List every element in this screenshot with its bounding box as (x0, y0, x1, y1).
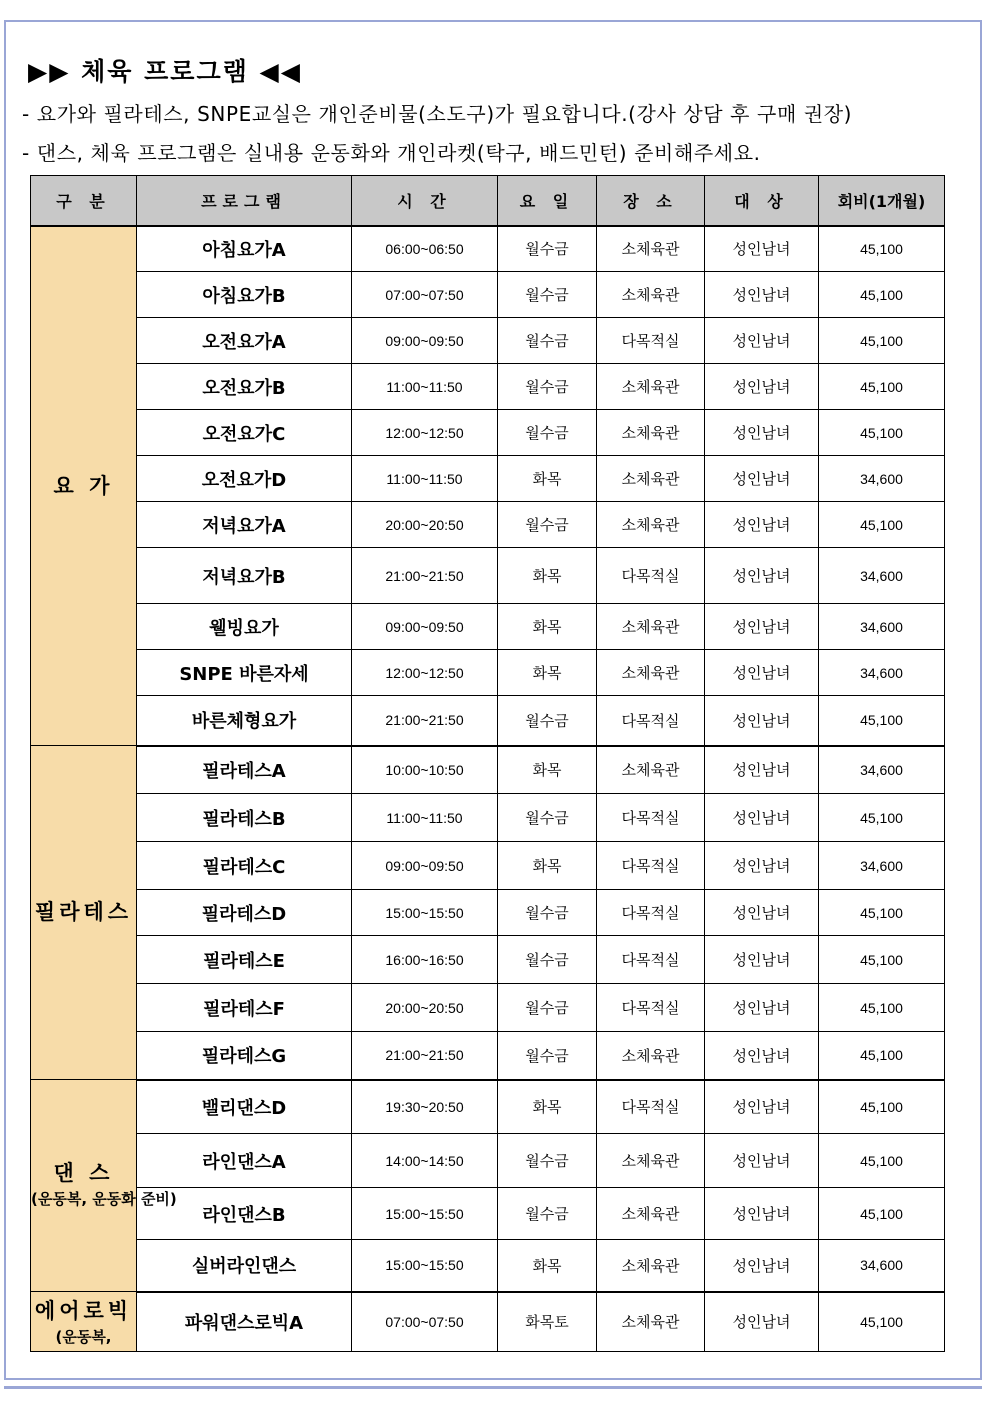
fee-cell: 34,600 (819, 548, 945, 604)
place-cell: 소체육관 (597, 456, 705, 502)
fee-cell: 45,100 (819, 696, 945, 746)
day-cell: 화목 (498, 548, 597, 604)
category-cell (31, 1080, 177, 1292)
time-cell: 09:00~09:50 (352, 842, 498, 890)
fee-cell: 45,100 (819, 318, 945, 364)
target-cell: 성인남녀 (705, 1240, 819, 1292)
fee-cell: 45,100 (819, 226, 945, 272)
category-label: 요 가 (53, 473, 114, 498)
table-row (31, 696, 945, 746)
program-schedule-table (30, 175, 945, 1352)
header-time: 시 간 (352, 176, 498, 226)
program-name-cell: 파워댄스로빅A (137, 1292, 352, 1352)
table-row (31, 1080, 945, 1134)
program-name-cell: 오전요가C (137, 410, 352, 456)
table-row (31, 410, 945, 456)
program-name-cell: 실버라인댄스 (137, 1240, 352, 1292)
time-cell: 15:00~15:50 (352, 1240, 498, 1292)
program-name-cell: 필라테스D (137, 890, 352, 936)
target-cell: 성인남녀 (705, 456, 819, 502)
program-name-cell: 저녁요가B (137, 548, 352, 604)
table-row (31, 936, 945, 984)
table-row (31, 604, 945, 650)
place-cell: 소체육관 (597, 502, 705, 548)
day-cell: 월수금 (498, 1188, 597, 1240)
fee-cell: 45,100 (819, 1032, 945, 1080)
time-cell: 09:00~09:50 (352, 604, 498, 650)
target-cell: 성인남녀 (705, 272, 819, 318)
table-header-row (31, 176, 945, 226)
target-cell: 성인남녀 (705, 794, 819, 842)
program-name-cell: 아침요가A (137, 226, 352, 272)
program-name-cell: SNPE 바른자세 (137, 650, 352, 696)
program-name-cell: 밸리댄스D (137, 1080, 352, 1134)
table-row (31, 1240, 945, 1292)
category-label: 댄 스 (53, 1160, 114, 1185)
place-cell: 소체육관 (597, 1134, 705, 1188)
target-cell: 성인남녀 (705, 502, 819, 548)
time-cell: 10:00~10:50 (352, 746, 498, 794)
table-body (31, 226, 945, 1352)
day-cell: 월수금 (498, 794, 597, 842)
target-cell: 성인남녀 (705, 890, 819, 936)
target-cell: 성인남녀 (705, 364, 819, 410)
day-cell: 월수금 (498, 364, 597, 410)
program-name-cell: 필라테스A (137, 746, 352, 794)
day-cell: 화목 (498, 604, 597, 650)
target-cell: 성인남녀 (705, 984, 819, 1032)
bottom-divider (4, 1386, 982, 1389)
place-cell: 소체육관 (597, 1292, 705, 1352)
table-row (31, 272, 945, 318)
time-cell: 21:00~21:50 (352, 1032, 498, 1080)
day-cell: 월수금 (498, 1032, 597, 1080)
place-cell: 다목적실 (597, 984, 705, 1032)
day-cell: 월수금 (498, 1134, 597, 1188)
time-cell: 21:00~21:50 (352, 696, 498, 746)
program-name-cell: 오전요가B (137, 364, 352, 410)
fee-cell: 34,600 (819, 1240, 945, 1292)
table-row (31, 1032, 945, 1080)
table-row (31, 1134, 945, 1188)
time-cell: 15:00~15:50 (352, 1188, 498, 1240)
fee-cell: 34,600 (819, 650, 945, 696)
fee-cell: 34,600 (819, 604, 945, 650)
fee-cell: 34,600 (819, 746, 945, 794)
place-cell: 소체육관 (597, 226, 705, 272)
target-cell: 성인남녀 (705, 318, 819, 364)
program-name-cell: 바른체형요가 (137, 696, 352, 746)
fee-cell: 45,100 (819, 1080, 945, 1134)
day-cell: 화목 (498, 1240, 597, 1292)
fee-cell: 45,100 (819, 410, 945, 456)
fee-cell: 45,100 (819, 1292, 945, 1352)
category-cell (31, 1292, 137, 1352)
time-cell: 14:00~14:50 (352, 1134, 498, 1188)
table-row (31, 548, 945, 604)
program-name-cell: 라인댄스A (137, 1134, 352, 1188)
fee-cell: 45,100 (819, 984, 945, 1032)
day-cell: 월수금 (498, 936, 597, 984)
table-row (31, 984, 945, 1032)
time-cell: 06:00~06:50 (352, 226, 498, 272)
program-name-cell: 저녁요가A (137, 502, 352, 548)
place-cell: 소체육관 (597, 650, 705, 696)
place-cell: 다목적실 (597, 318, 705, 364)
target-cell: 성인남녀 (705, 696, 819, 746)
day-cell: 월수금 (498, 696, 597, 746)
target-cell: 성인남녀 (705, 226, 819, 272)
header-category: 구 분 (31, 176, 137, 226)
time-cell: 09:00~09:50 (352, 318, 498, 364)
time-cell: 12:00~12:50 (352, 650, 498, 696)
time-cell: 11:00~11:50 (352, 794, 498, 842)
header-target: 대 상 (705, 176, 819, 226)
place-cell: 소체육관 (597, 1240, 705, 1292)
target-cell: 성인남녀 (705, 1080, 819, 1134)
time-cell: 21:00~21:50 (352, 548, 498, 604)
category-cell (31, 226, 137, 746)
table-row (31, 1292, 945, 1352)
target-cell: 성인남녀 (705, 1032, 819, 1080)
place-cell: 소체육관 (597, 746, 705, 794)
target-cell: 성인남녀 (705, 604, 819, 650)
header-day: 요 일 (498, 176, 597, 226)
fee-cell: 34,600 (819, 456, 945, 502)
day-cell: 월수금 (498, 984, 597, 1032)
category-cell (31, 746, 137, 1080)
target-cell: 성인남녀 (705, 410, 819, 456)
place-cell: 소체육관 (597, 364, 705, 410)
category-note: (운동복, (55, 1328, 112, 1347)
place-cell: 다목적실 (597, 794, 705, 842)
fee-cell: 45,100 (819, 890, 945, 936)
place-cell: 다목적실 (597, 696, 705, 746)
target-cell: 성인남녀 (705, 1188, 819, 1240)
place-cell: 다목적실 (597, 1080, 705, 1134)
day-cell: 화목 (498, 746, 597, 794)
day-cell: 월수금 (498, 890, 597, 936)
table-row (31, 650, 945, 696)
fee-cell: 45,100 (819, 1134, 945, 1188)
place-cell: 소체육관 (597, 1032, 705, 1080)
day-cell: 월수금 (498, 410, 597, 456)
program-name-cell: 필라테스B (137, 794, 352, 842)
fee-cell: 45,100 (819, 272, 945, 318)
day-cell: 월수금 (498, 226, 597, 272)
target-cell: 성인남녀 (705, 548, 819, 604)
header-place: 장 소 (597, 176, 705, 226)
table-row (31, 746, 945, 794)
day-cell: 화목토 (498, 1292, 597, 1352)
time-cell: 20:00~20:50 (352, 502, 498, 548)
place-cell: 다목적실 (597, 936, 705, 984)
target-cell: 성인남녀 (705, 842, 819, 890)
program-name-cell: 필라테스E (137, 936, 352, 984)
program-name-cell: 필라테스G (137, 1032, 352, 1080)
category-label: 에어로빅 (34, 1299, 133, 1323)
day-cell: 월수금 (498, 272, 597, 318)
target-cell: 성인남녀 (705, 936, 819, 984)
program-name-cell: 필라테스C (137, 842, 352, 890)
time-cell: 19:30~20:50 (352, 1080, 498, 1134)
table-row (31, 364, 945, 410)
program-name-cell: 오전요가A (137, 318, 352, 364)
page-title: ▶▶ 체육 프로그램 ◀◀ (28, 57, 302, 86)
time-cell: 11:00~11:50 (352, 456, 498, 502)
program-name-cell: 필라테스F (137, 984, 352, 1032)
place-cell: 다목적실 (597, 890, 705, 936)
table-row (31, 456, 945, 502)
time-cell: 11:00~11:50 (352, 364, 498, 410)
header-program: 프로그램 (137, 176, 352, 226)
fee-cell: 45,100 (819, 502, 945, 548)
program-name-cell: 웰빙요가 (137, 604, 352, 650)
place-cell: 소체육관 (597, 1188, 705, 1240)
target-cell: 성인남녀 (705, 1292, 819, 1352)
day-cell: 화목 (498, 842, 597, 890)
category-note: (운동복, 운동화 준비) (31, 1190, 177, 1208)
time-cell: 16:00~16:50 (352, 936, 498, 984)
day-cell: 화목 (498, 456, 597, 502)
fee-cell: 45,100 (819, 794, 945, 842)
program-name-cell: 아침요가B (137, 272, 352, 318)
program-name-cell: 라인댄스B (137, 1188, 352, 1240)
table-row (31, 890, 945, 936)
place-cell: 소체육관 (597, 410, 705, 456)
notice-line-1: - 요가와 필라테스, SNPE교실은 개인준비물(소도구)가 필요합니다.(강사 상담 후 구매 권장) (22, 102, 853, 126)
place-cell: 소체육관 (597, 272, 705, 318)
day-cell: 월수금 (498, 502, 597, 548)
category-label: 필라테스 (34, 900, 133, 925)
time-cell: 20:00~20:50 (352, 984, 498, 1032)
table-row (31, 794, 945, 842)
time-cell: 12:00~12:50 (352, 410, 498, 456)
fee-cell: 45,100 (819, 364, 945, 410)
time-cell: 15:00~15:50 (352, 890, 498, 936)
day-cell: 화목 (498, 1080, 597, 1134)
table-row (31, 226, 945, 272)
table-row (31, 318, 945, 364)
notice-line-2: - 댄스, 체육 프로그램은 실내용 운동화와 개인라켓(탁구, 배드민턴) 준비해주세요. (22, 141, 761, 165)
fee-cell: 45,100 (819, 936, 945, 984)
time-cell: 07:00~07:50 (352, 1292, 498, 1352)
target-cell: 성인남녀 (705, 650, 819, 696)
fee-cell: 45,100 (819, 1188, 945, 1240)
program-name-cell: 오전요가D (137, 456, 352, 502)
fee-cell: 34,600 (819, 842, 945, 890)
header-fee: 회비(1개월) (819, 176, 945, 226)
day-cell: 화목 (498, 650, 597, 696)
table-row (31, 502, 945, 548)
day-cell: 월수금 (498, 318, 597, 364)
place-cell: 소체육관 (597, 604, 705, 650)
time-cell: 07:00~07:50 (352, 272, 498, 318)
table-row (31, 842, 945, 890)
place-cell: 다목적실 (597, 548, 705, 604)
target-cell: 성인남녀 (705, 746, 819, 794)
target-cell: 성인남녀 (705, 1134, 819, 1188)
place-cell: 다목적실 (597, 842, 705, 890)
